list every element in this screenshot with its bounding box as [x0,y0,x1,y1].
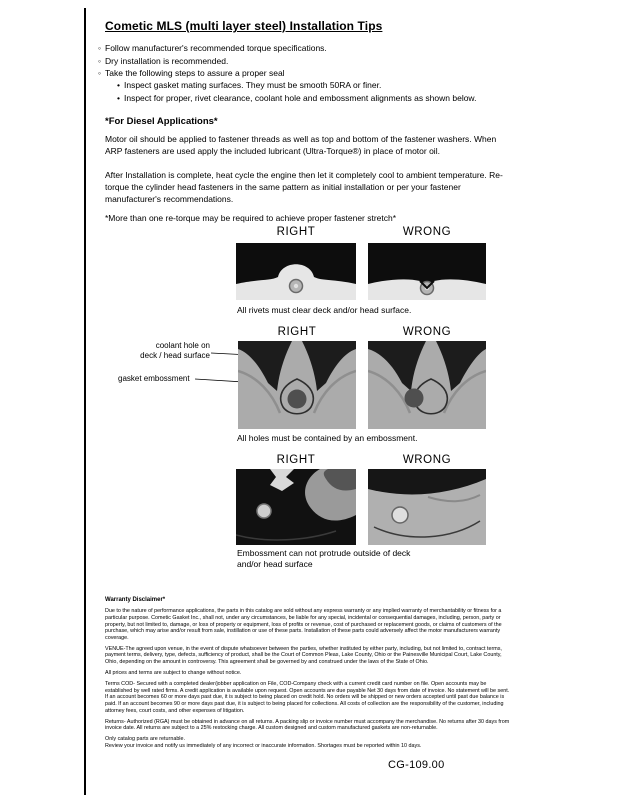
warranty-section [105,597,512,755]
rivet-clearance-wrong-image [368,243,486,300]
list-item [117,81,537,91]
filled-bullet-icon [117,94,120,104]
installation-tips-list [98,44,538,82]
list-item-text: Follow manufacturer's recommended torque specifications. [105,43,327,53]
diesel-paragraph-2: After Installation is complete, heat cycle the engine then let it completely cool to ambient temperature. Re-torque the cylinder head fasteners in the same pattern as initial installation or per your fastener manufacturer's recommendations. [105,170,503,204]
wrong-label: WRONG [402,226,452,238]
open-bullet-icon [98,69,101,79]
catalog-page-code: CG-109.00 [388,759,445,771]
left-margin-rule [84,8,86,795]
list-item [117,94,537,104]
retorque-note: *More than one re-torque may be required to achieve proper fastener stretch* [105,213,397,223]
embossment-containment-wrong-image [368,341,486,429]
list-item-text: Dry installation is recommended. [105,55,229,66]
warranty-paragraph: Due to the nature of performance applications, the parts in this catalog are sold without any express warranty or any implied warranty of merchantability or fitness for a particular purpose. Cometic Gasket Inc., shall not, under any circumstances, be liable for any special, incidental or consequential damages, including, person, party or property, but not limited to, damage, or loss of property or equipment, loss of profits or revenue, cost of purchased or replacement goods, or claims of customers of the purchase, which may arise and/or result from sale, instillation or use of these parts. Installation of these parts could adversely affect the motor manufacturers warranty coverage. [105,608,502,641]
caption-line: Embossment can not protrude outside of deck [237,548,411,558]
right-label: RIGHT [276,454,316,466]
embossment-containment-wrong-figure [368,341,486,429]
right-label: RIGHT [276,226,316,238]
warranty-paragraph: VENUE-The agreed upon venue, in the event of dispute whatsoever between the parties, whether instituted by either party, including, but not limited to, contract terms, payment terms, delivery, type, defects, sufficiency of product, shall be the Court of Common Pleas, Lake County, Ohio or the Painesville Municipal Court, Lake County, Ohio, depending on the amount in controversy. This agreement shall be governed by and construed under the laws of the State of Ohio. [105,645,502,665]
gasket-embossment-annotation: gasket embossment [118,374,190,383]
embossment-containment-caption: All holes must be contained by an embossment. [237,433,418,443]
embossment-containment-correct-figure [238,341,356,429]
list-item [98,57,538,67]
caption-line: and/or head surface [237,559,313,569]
list-item [98,44,538,54]
rivet-clearance-wrong-figure [368,243,486,300]
warranty-paragraph: All prices and terms are subject to change without notice. [105,670,242,677]
diesel-paragraph-1: Motor oil should be applied to fastener threads as well as top and bottom of the fastener washers. When ARP fasteners are used apply the included lubricant (Ultra-Torque®) in place of motor oil. [105,134,497,156]
warranty-heading: Warranty Disclaimer* [105,597,166,603]
wrong-label: WRONG [402,454,452,466]
right-label: RIGHT [277,326,317,338]
warranty-paragraph: Review your invoice and notify us immediately of any incorrect or inaccurate information. Shortages must be reported within 10 days. [105,743,422,750]
embossment-protrusion-wrong-figure [368,469,486,545]
diesel-applications-heading: *For Diesel Applications* [105,116,218,127]
warranty-paragraph: Only catalog parts are returnable. [105,736,186,743]
wrong-label: WRONG [402,326,452,338]
filled-bullet-icon [117,81,120,91]
open-bullet-icon [98,44,101,54]
embossment-containment-correct-image [238,341,356,429]
open-bullet-icon [98,57,101,67]
list-item [98,69,538,79]
installation-tips-sublist [117,81,537,107]
warranty-paragraph: Terms COD- Secured with a completed dealer/jobber application on File, COD-Company check with a current credit card number on file. Open accounts may be established by well rated firms. A credit application is available upon request. Open accounts are due payable Net 30 days from date of invoice. No statement will be sent. If an account becomes 60 or more days past due, it is subject to being placed on credit hold. No orders will be shipped or new orders accepted until past due balance is paid. If an account becomes 90 or more days past due, it is subject to being placed for collections. All costs of collection are the responsibility of the customer, including attorney fees, court costs, and other expenses of litigation. [105,681,510,714]
page-title: Cometic MLS (multi layer steel) Installation Tips [105,19,383,33]
embossment-protrusion-caption [237,548,410,570]
rivet-caption: All rivets must clear deck and/or head surface. [237,305,412,315]
list-item-text: Inspect for proper, rivet clearance, coolant hole and embossment alignments as shown below. [123,93,477,103]
annotation-line: deck / head surface [140,351,210,360]
rivet-clearance-correct-figure [236,243,356,300]
annotation-line: coolant hole on [155,341,210,350]
rivet-clearance-correct-image [236,243,356,300]
warranty-paragraph: Returns- Authorized (RGA) must be obtained in advance on all returns. A packing slip or invoice number must accompany the merchandise. No returns after 30 days from invoice date. All returns are subject to a 25% restocking charge. All custom designed and custom manufactured gaskets are non-returnable. [105,718,510,732]
embossment-protrusion-wrong-image [368,469,486,545]
list-item-text: Inspect gasket mating surfaces. They must be smooth 50RA or finer. [123,80,382,90]
embossment-protrusion-correct-image [236,469,356,545]
list-item-text: Take the following steps to assure a proper seal [105,68,285,78]
embossment-protrusion-correct-figure [236,469,356,545]
